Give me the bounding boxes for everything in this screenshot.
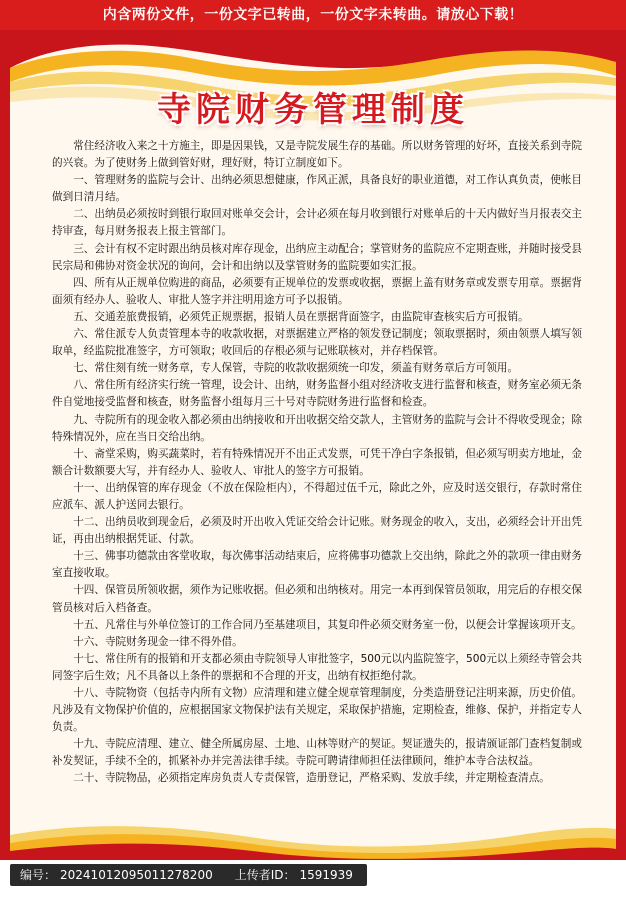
rule-paragraph: 四、所有从正规单位购进的商品，必须要有正规单位的发票或收据，票据上盖有财务章或发票专用章。票据背面须有经办人、验收人、审批人签字并注明用途方可予以报销。 (52, 276, 582, 306)
rule-paragraph: 十、斋堂采购，购买蔬菜时，若有特殊情况开不出正式发票，可凭干净白字条报销，但必须写明卖方地址，金额合计数额要大写，并有经办人、验收人、审批人的签字方可报销。 (52, 447, 582, 477)
rule-paragraph: 一、管理财务的监院与会计、出纳必须思想健康，作风正派，具备良好的职业道德，对工作认真负责，使帐目做到日清月结。 (52, 174, 582, 204)
rule-paragraph: 二十、寺院物品，必须指定库房负责人专责保管，造册登记，严格采购、发放手续，并定期检查清点。 (73, 772, 550, 785)
download-notice-banner: 内含两份文件，一份文字已转曲，一份文字未转曲。请放心下载！ (0, 0, 626, 30)
file-id-strip (10, 864, 367, 886)
poster-left-border (0, 30, 10, 860)
intro-paragraph: 常住经济收入来之十方施主，即是因果钱，又是寺院发展生存的基础。所以财务管理的好坏，直接关系到寺院的兴衰。为了使财务上做到管好财，理好财，特订立制度如下。 (52, 140, 582, 170)
rule-paragraph: 八、常住所有经济实行统一管理，设会计、出纳，财务监督小组对经济收支进行监督和核查，财务室必须无条件自觉地接受监督和核查，财务监督小组每月三十号对寺院财务进行监督和检查。 (52, 379, 582, 409)
rule-paragraph: 二、出纳员必须按时到银行取回对账单交会计，会计必须在每月收到银行对账单后的十天内做好当月报表交主持审查，每月财务报表上报主管部门。 (52, 208, 582, 238)
file-id-value: 20241012095011278200 (60, 868, 213, 882)
rule-paragraph: 七、常住刻有统一财务章，专人保管，寺院的收款收据须统一印发，须盖有财务章后方可领用。 (73, 362, 519, 375)
poster-right-border (616, 30, 626, 860)
rule-paragraph: 十二、出纳员收到现金后，必须及时开出收入凭证交给会计记账。财务现金的收入，支出，必须经会计开出凭证，再由出纳根据凭证、付款。 (52, 516, 582, 546)
rule-paragraph: 十六、寺院财务现金一律不得外借。 (73, 635, 243, 648)
document-body (52, 138, 582, 788)
uploader-id-label: 上传者ID： (234, 868, 296, 882)
footer-wave-decoration (10, 815, 616, 860)
rule-paragraph: 十五、凡常住与外单位签订的工作合同乃至基建项目，其复印件必须交财务室一份，以便会计掌握该项开支。 (73, 618, 582, 631)
file-id-label: 编号： (20, 868, 57, 882)
rule-paragraph: 三、会计有权不定时跟出纳员核对库存现金，出纳应主动配合；掌管财务的监院应不定期查账，并随时接受县民宗局和佛协对资金状况的询问，会计和出纳以及掌管财务的监院要如实汇报。 (52, 242, 582, 272)
rule-paragraph: 十三、佛事功德款由客堂收取，每次佛事活动结束后，应将佛事功德款上交出纳，除此之外的款项一律由财务室直接收取。 (52, 550, 582, 580)
rule-paragraph: 十七、常住所有的报销和开支都必须由寺院领导人审批签字，500元以内监院签字，500元以上须经寺管会共同签字后生效；凡不具备以上条件的票据和不合理的开支，出纳有权拒绝付款。 (52, 652, 582, 682)
uploader-id-value: 1591939 (299, 868, 353, 882)
rule-paragraph: 九、寺院所有的现金收入都必须由出纳接收和开出收据交给交款人，主管财务的监院与会计不得收受现金；除特殊情况外，应在当日交给出纳。 (52, 413, 582, 443)
rule-paragraph: 十九、寺院应清理、建立、健全所属房屋、土地、山林等财产的契证。契证遗失的，报请颁证部门查档复制或补发契证，手续不全的，抓紧补办并完善法律手续。寺院可聘请律师担任法律顾问，维护本寺合法权益。 (52, 738, 582, 768)
rule-paragraph: 五、交通差旅费报销，必须凭正规票据，报销人员在票据背面签字，由监院审查核实后方可报销。 (73, 310, 529, 323)
rule-paragraph: 六、常住派专人负责管理本寺的收款收据，对票据建立严格的领发登记制度；领取票据时，须由领票人填写领取单，经监院批准签字，方可领取；收回后的存根必须与记账联核对，并存档保管。 (52, 328, 582, 358)
document-title: 寺院财务管理制度 (157, 90, 469, 130)
rule-paragraph: 十八、寺院物资（包括寺内所有文物）应清理和建立健全规章管理制度，分类造册登记注明来源，历史价值。凡涉及有文物保护价值的，应根据国家文物保护法有关规定，采取保护措施，定期检查，维修、保护，并指定专人负责。 (52, 687, 582, 734)
rule-paragraph: 十一、出纳保管的库存现金（不放在保险柜内），不得超过伍千元，除此之外，应及时送交银行，存款时常住应派车、派人护送同去银行。 (52, 481, 582, 511)
rule-paragraph: 十四、保管员所领收据，须作为记账收据。但必须和出纳核对。用完一本再到保管员领取，用完后的存根交保管员核对后入档备查。 (52, 584, 582, 614)
